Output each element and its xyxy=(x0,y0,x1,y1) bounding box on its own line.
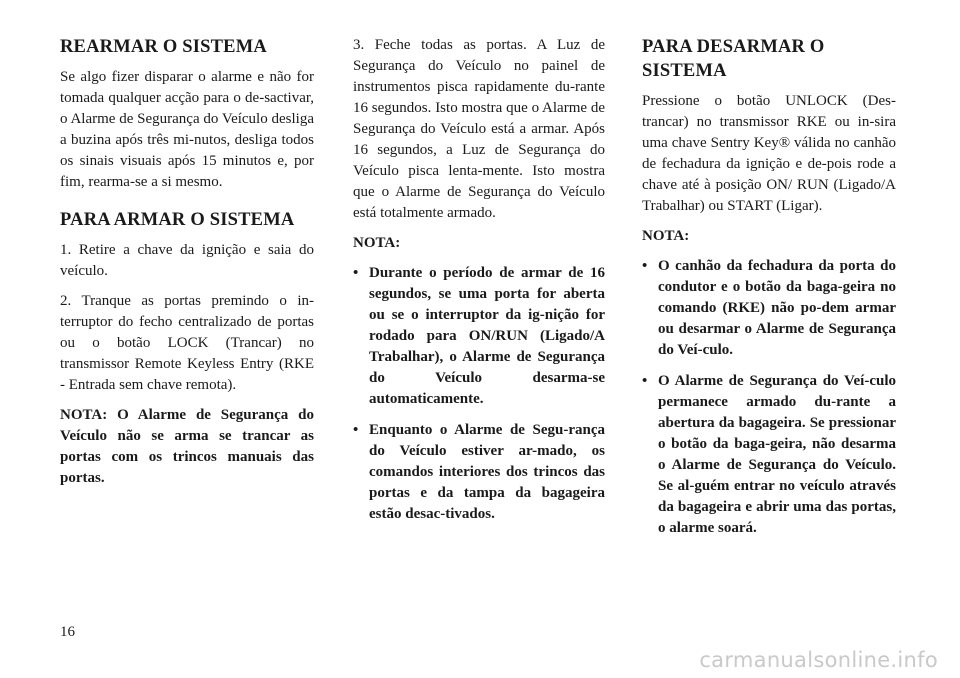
note-list xyxy=(642,256,896,539)
note-text: O Alarme de Segurança do Veí-culo permanece armado du-rante a abertura da bagageira. Se pressionar o botão da baga-geira, não desarma o Alarme de Segurança do Veículo. Se al-guém entrar no veículo através da bagageira e abrir uma das portas, o alarme soará. xyxy=(658,373,896,536)
watermark: carmanualsonline.info xyxy=(699,648,938,672)
note-text: O canhão da fechadura da porta do condutor e o botão da baga-geira no comando (RKE) não po-dem armar ou desarmar o Alarme de Segurança do Veí-culo. xyxy=(658,258,896,358)
note-manual-locks: NOTA: O Alarme de Segurança do Veículo não se arma se trancar as portas com os trincos manuais das portas. xyxy=(60,407,314,486)
column-middle xyxy=(353,35,605,535)
list-item xyxy=(353,263,605,410)
note-text: Enquanto o Alarme de Segu-rança do Veículo estiver ar-mado, os comandos interiores dos trincos das portas e da tampa da bagageira estão desac-tivados. xyxy=(369,422,605,522)
bullet-icon: • xyxy=(642,258,648,274)
bullet-icon: • xyxy=(353,422,359,438)
list-item xyxy=(642,371,896,539)
bullet-icon: • xyxy=(642,373,648,389)
bullet-icon: • xyxy=(353,265,359,281)
list-item xyxy=(353,420,605,525)
paragraph-rearmar: Se algo fizer disparar o alarme e não for tomada qualquer acção para o de-sactivar, o Alarme de Segurança do Veículo desliga a buzina após três mi-nutos, desliga todos os sinais visuais após 15 minutos e, por fim, rearma-se a si mesmo. xyxy=(60,69,314,190)
step-2: 2. Tranque as portas premindo o in-terruptor do fecho centralizado de portas ou o botão LOCK (Trancar) no transmissor Remote Keyless Entry (RKE - Entrada sem chave remota). xyxy=(60,293,314,393)
step-1: 1. Retire a chave da ignição e saia do veículo. xyxy=(60,242,314,279)
list-item xyxy=(642,256,896,361)
note-list xyxy=(353,263,605,525)
heading-armar: PARA ARMAR O SISTEMA xyxy=(60,210,295,230)
heading-desarmar: PARA DESARMAR O SISTEMA xyxy=(642,37,825,81)
column-right xyxy=(642,35,896,549)
note-label: NOTA: xyxy=(642,228,690,244)
paragraph-desarmar: Pressione o botão UNLOCK (Des-trancar) no transmissor RKE ou in-sira uma chave Sentry Key® válida no canhão de fechadura da ignição e de-pois rode a chave até à posição ON/ RUN (Ligado/A Trabalhar) ou START (Ligar). xyxy=(642,93,896,214)
note-label: NOTA: xyxy=(353,235,401,251)
note-text: Durante o período de armar de 16 segundos, se uma porta for aberta ou se o interruptor da ig-nição for rodado para ON/RUN (Ligado/A Trabalhar), o Alarme de Segurança do Veículo desarma-se automaticamente. xyxy=(369,265,605,407)
step-3: 3. Feche todas as portas. A Luz de Segurança do Veículo no painel de instrumentos pisca rapidamente du-rante 16 segundos. Isto mostra que o Alarme de Segurança do Veículo está a armar. Após 16 segundos, a Luz de Segurança do Veículo pisca lenta-mente. Isto mostra que o Alarme de Segurança do Veículo está totalmente armado. xyxy=(353,37,605,221)
heading-rearmar: REARMAR O SISTEMA xyxy=(60,37,267,57)
page-number: 16 xyxy=(60,624,75,640)
column-left xyxy=(60,35,314,498)
